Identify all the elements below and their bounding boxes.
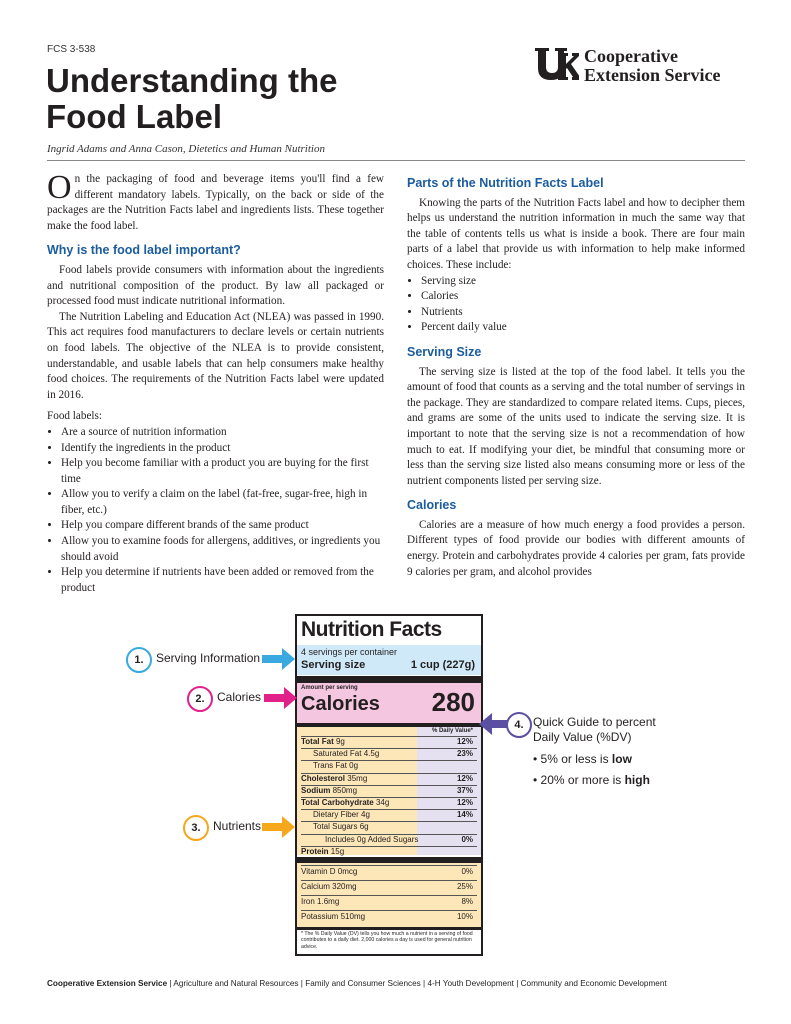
row-divider: [301, 910, 477, 911]
row-divider: [301, 809, 477, 810]
row-divider: [301, 773, 477, 774]
vitamin-name: Vitamin D: [301, 867, 336, 876]
nutrient-daily-value: 14%: [456, 810, 473, 820]
nutrient-row: [325, 835, 418, 844]
nutrient-amount: 4g: [361, 810, 370, 820]
nutrient-amount: 4.5g: [363, 749, 380, 759]
dv-high-strong: high: [624, 773, 650, 787]
callout-4-badge: 4.: [506, 712, 532, 738]
vitamin-row: [301, 867, 357, 876]
row-divider: [301, 785, 477, 786]
list-item: • Nutrients: [421, 305, 745, 321]
uk-logo: [534, 46, 749, 86]
nutrient-name: Total Sugars: [313, 822, 358, 832]
logo-text-line-2: Extension Service: [584, 65, 721, 85]
footer: [47, 979, 747, 988]
arrow-right-icon: [264, 687, 298, 709]
list-item: • Help you determine if nutrients have been added or removed from the product: [61, 565, 384, 596]
dv-high-rule: • 20% or more is high: [533, 773, 650, 787]
vitamin-row: [301, 882, 357, 891]
nutrient-name: Dietary Fiber: [313, 810, 359, 820]
vitamin-amount: 0mcg: [337, 867, 358, 876]
serving-size-value: 1 cup (227g): [410, 659, 475, 671]
heading-parts: Parts of the Nutrition Facts Label: [407, 176, 604, 190]
callout-serving-information: Serving Information: [156, 651, 261, 665]
list-item: • Help you compare different brands of the same product: [61, 518, 384, 534]
nutrient-amount: 34g: [375, 798, 390, 807]
nutrient-row: [313, 749, 379, 758]
footer-org: Cooperative Extension Service: [47, 979, 168, 988]
dv-low-strong: low: [611, 752, 632, 766]
callout-4-line-2: Daily Value (%DV): [533, 730, 632, 744]
nutrient-row: [313, 822, 369, 831]
logo-text-line-1: Cooperative: [584, 46, 678, 66]
nutrient-amount: 0g: [349, 761, 359, 771]
nutrient-daily-value: 12%: [456, 773, 473, 783]
title-line-2: Food Label: [46, 98, 222, 135]
serving-size-label: Serving size: [301, 659, 366, 671]
vitamin-name: Calcium: [301, 882, 330, 891]
nutrient-amount: 6g: [359, 822, 369, 832]
nutrient-amount: 9g: [335, 737, 345, 746]
paragraph-serving-size: The serving size is listed at the top of the food label. It tells you the amount of food that counts as a serving and the total number of servings in the package. They are standardized to compare related items. Cups, pieces, and grams are some of the units used to indicate the serving size. It is important to note that the serving size is not a recommendation of how much to eat. If modifying your diet, be mindful that consuming more or less than the serving size listed also means consuming more or less of the nutrient components listed per serving size.: [407, 365, 745, 487]
drop-cap: O: [47, 169, 72, 206]
paragraph-nlea: The Nutrition Labeling and Education Act (NLEA) was passed in 1990. This act requires food manufacturers to declare levels or certain nutrients on food labels. The objective of the NLEA is to provide consistent, understandable, and usable labels that can help consumers make healthy food choices. The requirements of the Nutrition Facts label were updated in 2016.: [47, 310, 384, 401]
left-column: [47, 169, 384, 596]
list-item: • Allow you to examine foods for allergens, additives, or ingredients you should avoid: [61, 534, 384, 565]
vitamin-row: [301, 897, 339, 906]
nutrient-daily-value: 12%: [456, 737, 473, 746]
nutrient-name: Trans Fat: [313, 761, 347, 771]
food-labels-list-intro: Food labels:: [47, 410, 103, 423]
nutrient-row: [301, 737, 345, 746]
uk-logo-icon: [534, 46, 579, 82]
nutrient-name: Protein: [301, 846, 329, 856]
dv-low-text: 5% or less is: [540, 752, 612, 766]
nutrient-daily-value: 0%: [461, 834, 473, 844]
nutrient-name: Total Carbohydrate: [301, 798, 374, 807]
vitamin-amount: 510mg: [340, 912, 366, 921]
vitamin-row: [301, 912, 365, 921]
footer-units: | Agriculture and Natural Resources | Family and Consumer Sciences | 4-H Youth Development | Community and Economic Development: [167, 979, 667, 988]
list-item: • Help you become familiar with a product you are buying for the first time: [61, 456, 384, 487]
nutrient-name: Saturated Fat: [313, 749, 362, 759]
thick-rule: [297, 927, 481, 930]
arrow-right-icon: [262, 648, 296, 670]
nutrient-row: [301, 798, 389, 807]
callout-daily-value: [533, 715, 656, 745]
vitamin-daily-value: 0%: [461, 867, 473, 876]
label-title: Nutrition Facts: [301, 618, 442, 641]
dv-low-rule: • 5% or less is low: [533, 752, 632, 766]
label-footnote: * The % Daily Value (DV) tells you how much a nutrient in a serving of food contributes to a daily diet. 2,000 calories a day is used for general nutrition advice.: [301, 931, 473, 950]
row-divider: [301, 797, 477, 798]
nutrient-row: [301, 847, 344, 856]
row-divider: [301, 834, 477, 835]
dv-high-text: 20% or more is: [540, 773, 625, 787]
nutrient-daily-value: 37%: [456, 785, 473, 795]
vitamin-daily-value: 25%: [456, 882, 473, 891]
nutrient-row: [313, 761, 358, 770]
list-item: • Serving size: [421, 274, 745, 290]
amount-per-serving: Amount per serving: [301, 685, 358, 691]
nutrient-name: Total Fat: [301, 737, 334, 746]
header-divider: [47, 160, 745, 161]
nutrient-amount: 15g: [330, 846, 345, 856]
calories-value: 280: [431, 687, 475, 717]
heading-calories: Calories: [407, 498, 457, 513]
calories-label: Calories: [301, 693, 380, 715]
row-divider: [301, 748, 477, 749]
servings-per-container: 4 servings per container: [301, 647, 398, 657]
vitamin-amount: 320mg: [332, 882, 357, 891]
vitamin-daily-value: 8%: [461, 897, 473, 906]
nutrition-facts-label: [295, 614, 483, 956]
publication-code: FCS 3-538: [47, 44, 96, 55]
row-divider: [301, 895, 477, 896]
intro-text: n the packaging of food and beverage items you'll find a few different mandatory labels. Typically, on the back or side of the packages are the Nutrition Facts label and ingredients lists. These together make the food label.: [47, 173, 384, 232]
callout-nutrients: Nutrients: [213, 819, 262, 833]
nutrient-amount: 850mg: [332, 785, 358, 795]
row-divider: [301, 821, 477, 822]
title-line-1: Understanding the: [46, 62, 338, 99]
callout-2-badge: 2.: [187, 686, 213, 712]
nutrient-name: Cholesterol: [301, 773, 346, 783]
nutrient-row: [301, 786, 357, 795]
vitamin-daily-value: 10%: [456, 912, 473, 921]
heading-serving-size: Serving Size: [407, 344, 482, 359]
row-divider: [301, 880, 477, 881]
parts-list: [407, 274, 745, 336]
heading-why-important: Why is the food label important?: [47, 243, 241, 258]
list-item: • Are a source of nutrition information: [61, 425, 384, 441]
nutrient-daily-value: 23%: [456, 749, 473, 759]
paragraph-calories: Calories are a measure of how much energy a food provides a person. Different types of food provide our bodies with different amounts of energy. Protein and carbohydrates provide 4 calories per gram, fats provide 9 calories per gram, and alcohol provides: [407, 518, 745, 578]
list-item: • Percent daily value: [421, 320, 745, 336]
arrow-right-icon: [262, 816, 296, 838]
nutrient-amount: 35mg: [347, 773, 368, 783]
food-labels-list: [47, 425, 384, 597]
vitamin-name: Potassium: [301, 912, 339, 921]
callout-3-badge: 3.: [183, 815, 209, 841]
right-column: [407, 172, 745, 580]
list-item: • Identify the ingredients in the product: [61, 441, 384, 457]
callout-1-badge: 1.: [126, 647, 152, 673]
vitamin-amount: 1.6mg: [317, 897, 340, 906]
authors: Ingrid Adams and Anna Cason, Dietetics and Human Nutrition: [47, 143, 325, 155]
list-item: • Allow you to verify a claim on the label (fat-free, sugar-free, high in fiber, etc.): [61, 487, 384, 518]
paragraph-parts: Knowing the parts of the Nutrition Facts label and how to decipher them helps us understand the nutrition information in much the same way that the table of contents tells us what is inside a book. There are four main parts of a label that provide us with information to help make informed choices. These include:: [407, 196, 745, 271]
nutrient-row: [301, 774, 367, 783]
list-item: • Calories: [421, 289, 745, 305]
nutrient-daily-value: 12%: [456, 798, 473, 807]
nutrient-row: [313, 810, 370, 819]
callout-4-line-1: Quick Guide to percent: [533, 715, 656, 729]
nutrient-name: Includes 0g Added Sugars: [325, 834, 419, 844]
daily-value-header: % Daily Value*: [431, 728, 473, 734]
vitamin-name: Iron: [301, 897, 315, 906]
row-divider: [301, 736, 477, 737]
intro-paragraph: [47, 169, 384, 234]
paragraph-food-labels: Food labels provide consumers with information about the ingredients and nutritional composition of the product. By law all packaged or processed food must indicate nutritional information.: [47, 263, 384, 308]
row-divider: [301, 760, 477, 761]
row-divider: [301, 865, 477, 866]
page-title: [46, 63, 466, 135]
row-divider: [301, 846, 477, 847]
nutrient-name: Sodium: [301, 785, 331, 795]
thick-rule: [297, 676, 481, 683]
callout-calories: Calories: [217, 690, 262, 704]
